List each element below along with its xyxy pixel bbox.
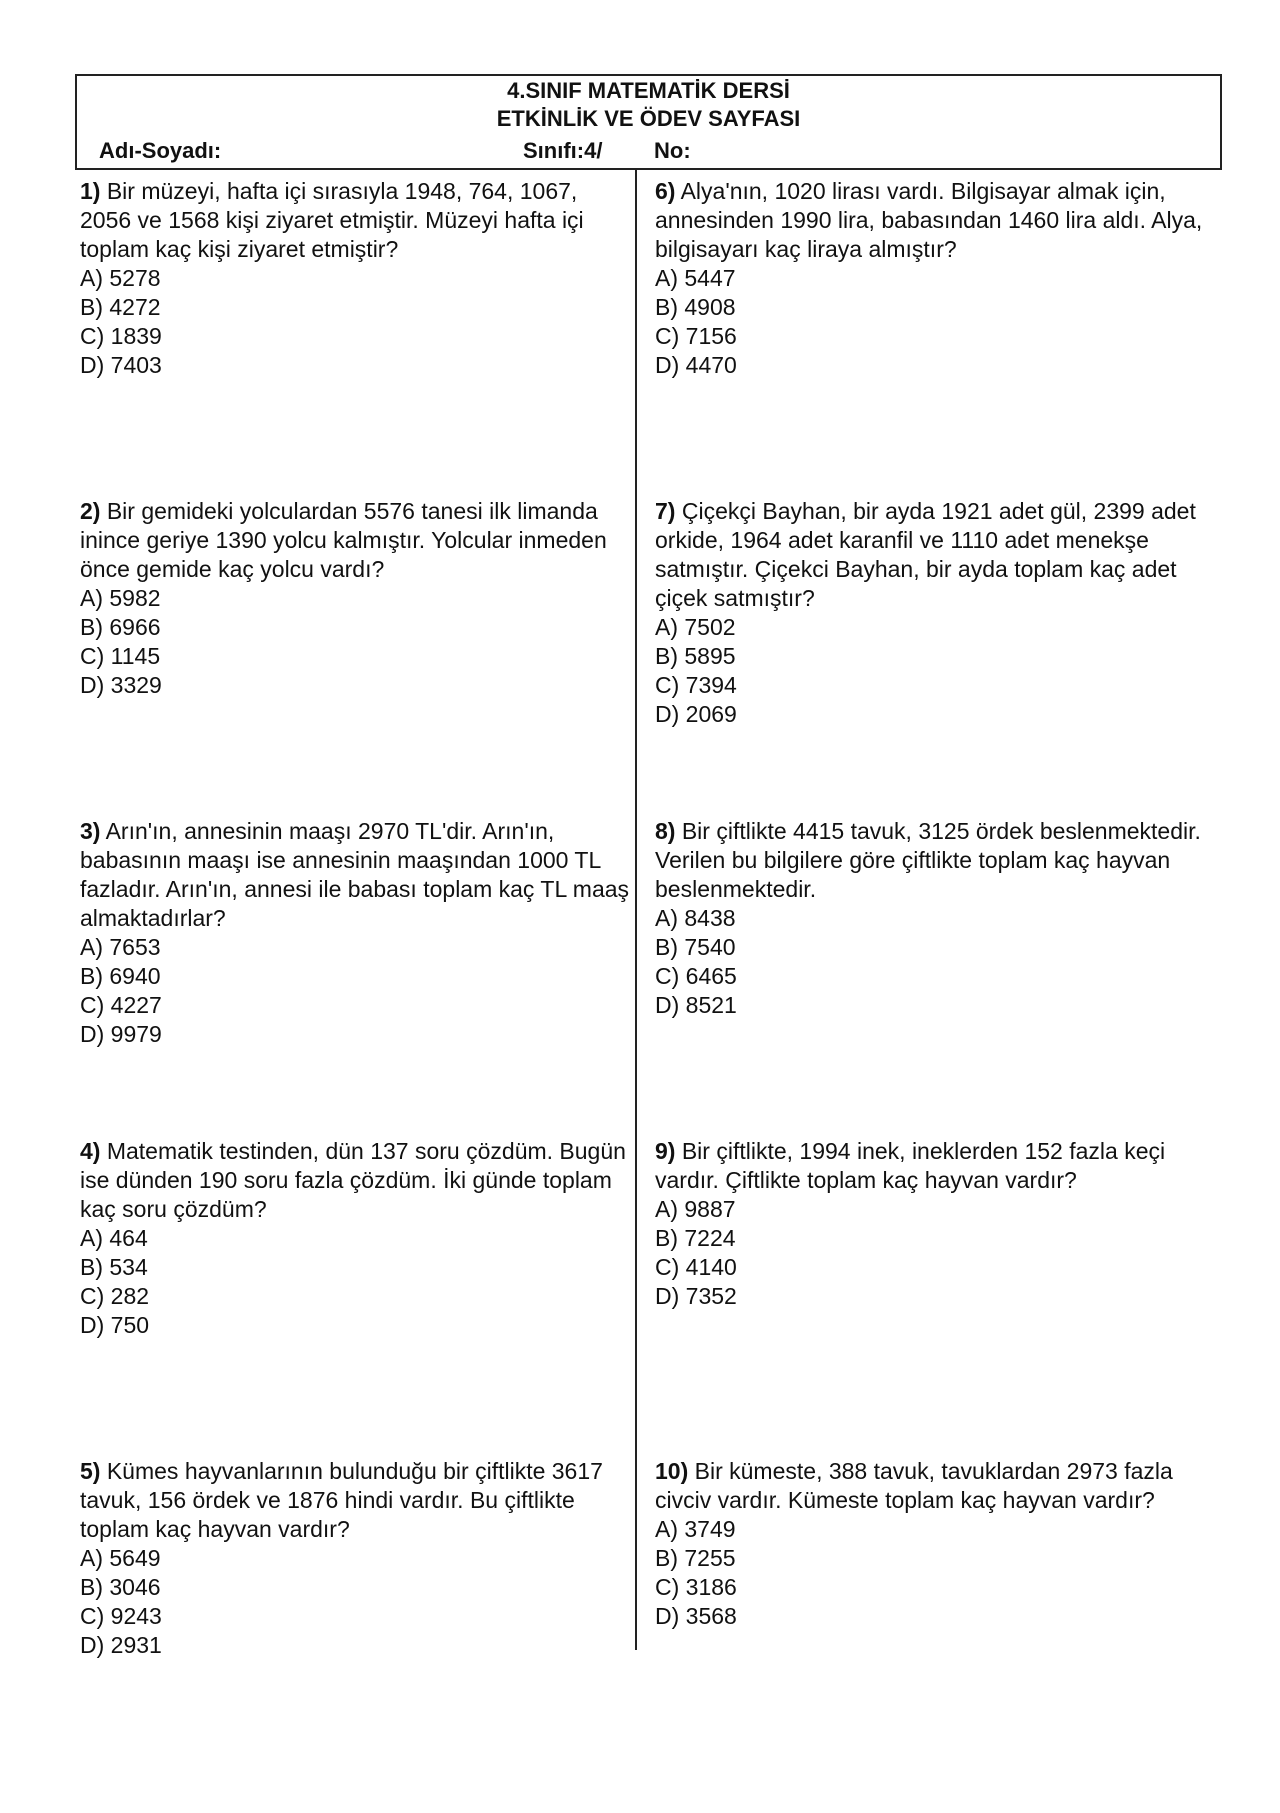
answer-option: A) 7653: [80, 934, 161, 960]
question-text: [80, 817, 630, 933]
answer-option: A) 9887: [655, 1196, 736, 1222]
answer-option: D) 2931: [80, 1632, 162, 1658]
answer-option: D) 4470: [655, 352, 737, 378]
question-text: [80, 177, 630, 264]
answer-option: D) 3329: [80, 672, 162, 698]
answer-option: A) 5447: [655, 265, 736, 291]
answer-option: D) 2069: [655, 701, 737, 727]
worksheet-title: 4.SINIF MATEMATİK DERSİ: [507, 78, 790, 103]
answer-option: B) 7540: [655, 934, 736, 960]
answer-option: C) 3186: [655, 1574, 737, 1600]
question-text: [655, 1137, 1205, 1195]
answer-option: C) 7156: [655, 323, 737, 349]
answer-option: C) 1145: [80, 643, 161, 669]
answer-option: B) 4908: [655, 294, 736, 320]
answer-option: A) 3749: [655, 1516, 736, 1542]
question-number: 6): [655, 178, 676, 204]
question-4: [80, 1137, 630, 1340]
answer-option: A) 464: [80, 1225, 148, 1251]
answer-option: C) 4227: [80, 992, 162, 1018]
answer-option: C) 9243: [80, 1603, 162, 1629]
column-divider: [635, 170, 637, 1650]
question-9: [655, 1137, 1205, 1311]
question-number: 4): [80, 1138, 101, 1164]
answer-option: C) 6465: [655, 963, 737, 989]
answer-option: A) 5278: [80, 265, 161, 291]
answer-option: C) 7394: [655, 672, 737, 698]
question-body: Kümes hayvanlarının bulunduğu bir çiftlikte 3617 tavuk, 156 ördek ve 1876 hindi vardır. Bu çiftlikte toplam kaç hayvan vardır?: [80, 1458, 603, 1542]
answer-option: B) 6940: [80, 963, 161, 989]
answer-option: D) 3568: [655, 1603, 737, 1629]
question-number: 8): [655, 818, 676, 844]
answer-option: B) 534: [80, 1254, 148, 1280]
question-7: [655, 497, 1205, 729]
question-body: Bir müzeyi, hafta içi sırasıyla 1948, 764, 1067, 2056 ve 1568 kişi ziyaret etmiştir. Müzeyi hafta içi toplam kaç kişi ziyaret etmiştir?: [80, 178, 584, 262]
question-body: Bir çiftlikte, 1994 inek, ineklerden 152 fazla keçi vardır. Çiftlikte toplam kaç hayvan vardır?: [655, 1138, 1166, 1193]
question-5: [80, 1457, 630, 1660]
question-number: 10): [655, 1458, 689, 1484]
answer-option: A) 5982: [80, 585, 161, 611]
question-6: [655, 177, 1205, 380]
answer-option: C) 1839: [80, 323, 162, 349]
answer-option: B) 5895: [655, 643, 736, 669]
question-text: [80, 497, 630, 584]
question-body: Matematik testinden, dün 137 soru çözdüm. Bugün ise dünden 190 soru fazla çözdüm. İki günde toplam kaç soru çözdüm?: [80, 1138, 626, 1222]
student-name-label: Adı-Soyadı:: [99, 138, 222, 163]
answer-option: C) 282: [80, 1283, 150, 1309]
question-text: [655, 177, 1205, 264]
question-number: 1): [80, 178, 101, 204]
answer-option: C) 4140: [655, 1254, 737, 1280]
class-label: Sınıfı:4/: [523, 138, 603, 163]
student-number-label: No:: [654, 138, 691, 163]
answer-option: B) 3046: [80, 1574, 161, 1600]
question-body: Arın'ın, annesinin maaşı 2970 TL'dir. Arın'ın, babasının maaşı ise annesinin maaşından 1000 TL fazladır. Arın'ın, annesi ile babası toplam kaç TL maaş almaktadırlar?: [80, 818, 630, 931]
question-text: [80, 1457, 630, 1544]
answer-option: A) 8438: [655, 905, 736, 931]
worksheet-header: [75, 74, 1222, 170]
question-number: 3): [80, 818, 101, 844]
question-number: 7): [655, 498, 676, 524]
answer-option: D) 7403: [80, 352, 162, 378]
question-8: [655, 817, 1205, 1020]
answer-option: B) 4272: [80, 294, 161, 320]
question-body: Çiçekçi Bayhan, bir ayda 1921 adet gül, 2399 adet orkide, 1964 adet karanfil ve 1110 adet menekşe satmıştır. Çiçekci Bayhan, bir ayda toplam kaç adet çiçek satmıştır?: [655, 498, 1196, 611]
answer-option: B) 7224: [655, 1225, 736, 1251]
answer-option: B) 6966: [80, 614, 161, 640]
question-body: Bir gemideki yolculardan 5576 tanesi ilk limanda inince geriye 1390 yolcu kalmıştır. Yolcular inmeden önce gemide kaç yolcu vardı?: [80, 498, 607, 582]
question-3: [80, 817, 630, 1049]
question-body: Alya'nın, 1020 lirası vardı. Bilgisayar almak için, annesinden 1990 lira, babasından 1460 lira aldı. Alya, bilgisayarı kaç liraya almıştır?: [655, 178, 1203, 262]
question-1: [80, 177, 630, 380]
worksheet-subtitle: ETKİNLİK VE ÖDEV SAYFASI: [496, 106, 801, 131]
answer-option: B) 7255: [655, 1545, 736, 1571]
answer-option: A) 7502: [655, 614, 736, 640]
question-text: [655, 497, 1205, 613]
question-body: Bir çiftlikte 4415 tavuk, 3125 ördek beslenmektedir. Verilen bu bilgilere göre çiftlikte toplam kaç hayvan beslenmektedir.: [655, 818, 1201, 902]
question-text: [80, 1137, 630, 1224]
question-number: 2): [80, 498, 101, 524]
question-number: 9): [655, 1138, 676, 1164]
answer-option: D) 750: [80, 1312, 150, 1338]
question-2: [80, 497, 630, 700]
answer-option: A) 5649: [80, 1545, 161, 1571]
question-number: 5): [80, 1458, 101, 1484]
answer-option: D) 9979: [80, 1021, 162, 1047]
question-body: Bir kümeste, 388 tavuk, tavuklardan 2973 fazla civciv vardır. Kümeste toplam kaç hayvan vardır?: [655, 1458, 1173, 1513]
question-text: [655, 1457, 1205, 1515]
question-10: [655, 1457, 1205, 1631]
question-text: [655, 817, 1205, 904]
answer-option: D) 7352: [655, 1283, 737, 1309]
answer-option: D) 8521: [655, 992, 737, 1018]
